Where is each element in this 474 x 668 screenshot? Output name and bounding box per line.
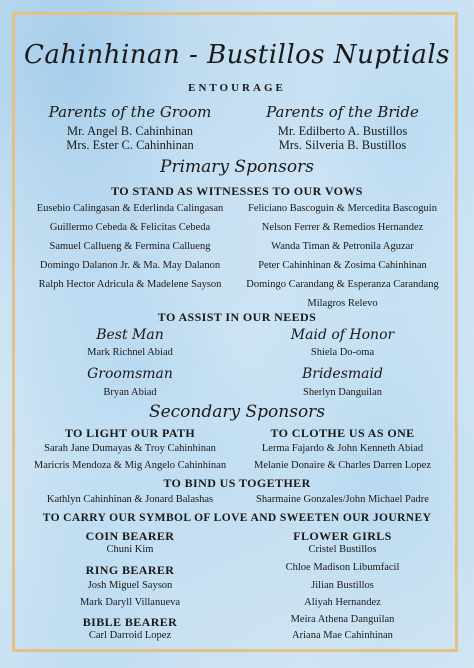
witness-heading: TO STAND AS WITNESSES TO OUR VOWS <box>111 184 363 198</box>
flower-girl-6: Ariana Mae Cahinhinan <box>292 630 393 641</box>
primary-sponsors-heading: Primary Sponsors <box>160 157 314 177</box>
best-man-name: Mark Richnel Abiad <box>87 347 173 358</box>
primary-right-4: Peter Cahinhinan & Zosima Cahinhinan <box>258 260 427 271</box>
groom-mother: Mrs. Ester C. Cahinhinan <box>66 138 194 152</box>
bride-father: Mr. Edilberto A. Bustillos <box>277 124 408 138</box>
groomsman-name: Bryan Abiad <box>103 387 157 398</box>
groom-father: Mr. Angel B. Cahinhinan <box>66 124 194 138</box>
ring-bearer-2: Mark Daryll Villanueva <box>79 597 181 608</box>
bridesmaid-name: Sherlyn Danguilan <box>302 387 383 398</box>
clothe-heading: TO CLOTHE US AS ONE <box>270 426 415 440</box>
primary-left-2: Guillermo Cebeda & Felicitas Cebeda <box>49 222 211 233</box>
flower-girl-3: Jilian Bustillos <box>311 580 374 591</box>
primary-right-6: Milagros Relevo <box>307 298 378 309</box>
primary-right-2: Nelson Ferrer & Remedios Hernandez <box>261 222 424 233</box>
bride-parents-heading: Parents of the Bride <box>266 103 419 121</box>
light-path-2: Maricris Mendoza & Mig Angelo Cahinhinan <box>33 460 227 471</box>
primary-left-1: Eusebio Calingasan & Ederlinda Calingasan <box>36 203 224 214</box>
bind-heading: TO BIND US TOGETHER <box>163 476 311 490</box>
bible-bearer-name: Carl Darroid Lopez <box>88 630 172 641</box>
coin-bearer-heading: COIN BEARER <box>85 529 175 543</box>
primary-right-3: Wanda Timan & Petronila Aguzar <box>271 241 414 252</box>
primary-right-5: Domingo Carandang & Esperanza Carandang <box>246 279 439 290</box>
bible-bearer-heading: BIBLE BEARER <box>82 615 178 629</box>
clothe-2: Melanie Donaire & Charles Darren Lopez <box>254 460 431 471</box>
primary-left-4: Domingo Dalanon Jr. & Ma. May Dalanon <box>39 260 221 271</box>
needs-heading: TO ASSIST IN OUR NEEDS <box>157 310 317 324</box>
light-path-1: Sarah Jane Dumayas & Troy Cahinhinan <box>44 443 216 454</box>
symbol-heading: TO CARRY OUR SYMBOL OF LOVE AND SWEETEN OUR JOURNEY <box>42 512 432 524</box>
light-path-heading: TO LIGHT OUR PATH <box>64 426 196 440</box>
flower-girl-2: Chloe Madison Libumfacil <box>285 562 400 573</box>
ring-bearer-heading: RING BEARER <box>85 563 175 577</box>
groom-parents-heading: Parents of the Groom <box>48 103 212 121</box>
bridesmaid-heading: Bridesmaid <box>302 366 383 382</box>
page-title: Cahinhinan - Bustillos Nuptials <box>24 40 450 70</box>
primary-left-3: Samuel Callueng & Fermina Callueng <box>49 241 211 252</box>
bind-right: Sharmaine Gonzales/John Michael Padre <box>256 494 429 505</box>
primary-right-1: Feliciano Bascoguin & Mercedita Bascoguin <box>248 203 437 214</box>
bride-mother: Mrs. Silveria B. Bustillos <box>278 138 407 152</box>
primary-left-5: Ralph Hector Adricula & Madelene Sayson <box>38 279 222 290</box>
maid-of-honor-heading: Maid of Honor <box>290 327 395 343</box>
clothe-1: Lerma Fajardo & John Kenneth Abiad <box>261 443 424 454</box>
coin-bearer-name: Chuni Kim <box>106 544 154 555</box>
maid-of-honor-name: Shiela Do-oma <box>310 347 375 358</box>
flower-girl-5: Meira Athena Danguilan <box>290 614 395 625</box>
flower-girls-heading: FLOWER GIRLS <box>293 529 392 543</box>
bind-left: Kathlyn Cahinhinan & Jonard Balashas <box>46 494 214 505</box>
secondary-sponsors-heading: Secondary Sponsors <box>148 402 326 422</box>
flower-girl-1: Cristel Bustillos <box>308 544 377 555</box>
best-man-heading: Best Man <box>96 327 164 343</box>
entourage-heading: ENTOURAGE <box>188 82 286 94</box>
ring-bearer-1: Josh Miguel Sayson <box>87 580 173 591</box>
flower-girl-4: Aliyah Hernandez <box>304 597 381 608</box>
groomsman-heading: Groomsman <box>87 366 173 382</box>
